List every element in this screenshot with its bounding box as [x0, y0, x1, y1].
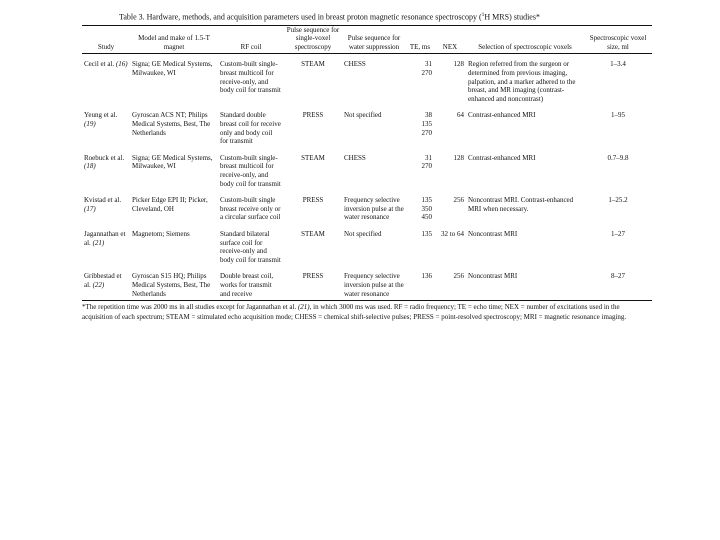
- cell-coil: Standard bilateral surface coil for receive-only and body coil for transmit: [220, 229, 281, 264]
- footnote-text-start: *The repetition time was 2000 ms in all studies except for Jagannathan et al.: [82, 303, 298, 312]
- study-name: Yeung et al.: [84, 111, 118, 120]
- bottom-rule: [82, 300, 652, 301]
- cell-selection: Noncontrast MRI: [468, 272, 518, 281]
- te-value: 270: [421, 162, 432, 171]
- cell-water: Not specified: [344, 111, 382, 120]
- cell-selection: Noncontrast MRI: [468, 229, 518, 238]
- cell-pulse: PRESS: [302, 111, 324, 120]
- te-value: 136: [421, 272, 432, 281]
- cell-size: 1–95: [611, 111, 625, 120]
- te-value: 270: [421, 69, 432, 78]
- study-ref: (21): [92, 238, 105, 247]
- header-study: Study: [97, 42, 115, 51]
- caption-prefix: Table 3. Hardware, methods, and acquisition parameters used in breast proton magnetic resonance spectroscopy (: [119, 12, 482, 22]
- header-water: Pulse sequence for water suppression: [347, 34, 401, 51]
- footnote-ref: (21): [297, 303, 310, 312]
- cell-pulse: STEAM: [301, 229, 325, 238]
- te-value: 270: [421, 128, 432, 137]
- te-value: 38: [425, 111, 432, 120]
- header-size: Spectroscopic voxel size, ml: [589, 34, 647, 51]
- cell-size: 1–25.2: [608, 196, 628, 205]
- header-te: TE, ms: [409, 42, 431, 51]
- cell-water: CHESS: [344, 60, 366, 69]
- te-value: 31: [425, 60, 432, 69]
- header-selection: Selection of spectroscopic voxels: [478, 42, 572, 51]
- te-value: 135: [421, 229, 432, 238]
- te-value: 450: [421, 213, 432, 222]
- cell-coil: Custom-built single breast receive only or a circular surface coil: [220, 196, 281, 222]
- te-value: 350: [421, 204, 432, 213]
- study-name: Roebuck et al.: [84, 153, 125, 162]
- table-row: [82, 222, 652, 264]
- caption-superscript: 1: [481, 12, 485, 18]
- cell-study: [82, 146, 130, 188]
- table-row: [82, 103, 652, 145]
- cell-coil: Double breast coil, works for transmit and receive: [220, 272, 274, 298]
- cell-te: [406, 54, 434, 103]
- caption-suffix: H MRS) studies*: [484, 12, 540, 22]
- cell-te: [406, 103, 434, 145]
- cell-water: Frequency selective inversion pulse at the water resonance: [344, 196, 404, 222]
- table-caption: [119, 10, 652, 23]
- table-row: [82, 188, 652, 222]
- cell-magnet: Magnetom; Siemens: [132, 229, 190, 238]
- cell-size: 1–3.4: [610, 60, 626, 69]
- cell-selection: Contrast-enhanced MRI: [468, 153, 536, 162]
- table-page: [82, 10, 652, 322]
- header-nex: NEX: [442, 42, 458, 51]
- cell-magnet: Gyroscan ACS NT; Philips Medical Systems, Best, The Netherlands: [132, 111, 211, 137]
- cell-magnet: Signa; GE Medical Systems, Milwaukee, WI: [132, 153, 213, 171]
- cell-study: [82, 264, 130, 298]
- cell-coil: Custom-built single-breast multicoil for receive-only, and body coil for transmit: [220, 153, 281, 188]
- header-coil: RF coil: [240, 42, 262, 51]
- cell-nex: 128: [453, 153, 464, 162]
- study-name: Cecil et al.: [84, 60, 115, 69]
- table-row: [82, 146, 652, 188]
- cell-nex: 256: [453, 196, 464, 205]
- cell-study: [82, 222, 130, 264]
- table-body: [82, 54, 652, 298]
- cell-coil: Custom-built single-breast multicoil for receive-only, and body coil for transmit: [220, 60, 281, 95]
- study-ref: (19): [84, 120, 96, 128]
- cell-pulse: PRESS: [302, 196, 324, 205]
- cell-magnet: Signa; GE Medical Systems, Milwaukee, WI: [132, 60, 213, 78]
- data-table: [82, 26, 652, 298]
- cell-study: [82, 188, 130, 222]
- cell-pulse: STEAM: [301, 60, 325, 69]
- study-ref: (17): [84, 204, 96, 213]
- study-name: Gribbestad et al.: [84, 272, 122, 289]
- cell-selection: Noncontrast MRI. Contrast-enhanced MRI when necessary.: [468, 196, 574, 213]
- table-footnote: [82, 303, 652, 322]
- cell-nex: 128: [453, 60, 464, 69]
- study-name: Kvistad et al.: [84, 196, 122, 205]
- study-name: Jagannathan et al.: [84, 229, 126, 247]
- footnote-text-end: , in which 3000 ms was used. RF = radio frequency; TE = echo time; NEX = number of excitations used in the acquisition of each spectrum; STEAM = stimulated echo acquisition mode; CHESS = chemical shift-selective pulses; PRESS = point-resolved spectroscopy; MRI = magnetic resonance imaging.: [82, 303, 627, 321]
- cell-water: Frequency selective inversion pulse at the water resonance: [344, 272, 404, 298]
- cell-te: [406, 222, 434, 264]
- header-pulse: Pulse sequence for single-voxel spectroscopy: [286, 25, 340, 51]
- cell-magnet: Gyroscan S15 HQ; Philips Medical Systems, Best, The Netherlands: [132, 272, 211, 298]
- cell-water: CHESS: [344, 153, 366, 162]
- cell-te: [406, 264, 434, 298]
- cell-study: [82, 54, 130, 103]
- te-value: 135: [421, 196, 432, 205]
- cell-size: 8–27: [611, 272, 625, 281]
- table-row: [82, 264, 652, 298]
- table-row: [82, 54, 652, 103]
- cell-pulse: STEAM: [301, 153, 325, 162]
- te-value: 135: [421, 120, 432, 128]
- cell-te: [406, 188, 434, 222]
- study-ref: (22): [92, 280, 105, 289]
- cell-study: [82, 103, 130, 145]
- cell-pulse: PRESS: [302, 272, 324, 281]
- cell-size: 1–27: [611, 229, 625, 238]
- cell-size: 0.7–9.8: [607, 153, 629, 162]
- header-magnet: Model and make of 1.5-T magnet: [138, 34, 210, 51]
- cell-selection: Region referred from the surgeon or determined from previous imaging, palpation, and a marker adhered to the breast, and MR imaging (contrast-enhanced and noncontrast): [468, 60, 576, 103]
- te-value: 31: [425, 153, 432, 162]
- cell-selection: Contrast-enhanced MRI: [468, 111, 536, 120]
- cell-coil: Standard double breast coil for receive only and body coil for transmit: [220, 111, 281, 146]
- cell-nex: 64: [457, 111, 464, 120]
- header-row: [82, 26, 652, 54]
- cell-magnet: Picker Edge EPI II; Picker, Cleveland, OH: [132, 196, 208, 213]
- cell-water: Not specified: [344, 229, 382, 238]
- study-ref: (16): [115, 60, 128, 69]
- cell-nex: 256: [453, 272, 464, 281]
- study-ref: (18): [84, 162, 96, 171]
- cell-te: [406, 146, 434, 188]
- cell-nex: 32 to 64: [441, 229, 464, 238]
